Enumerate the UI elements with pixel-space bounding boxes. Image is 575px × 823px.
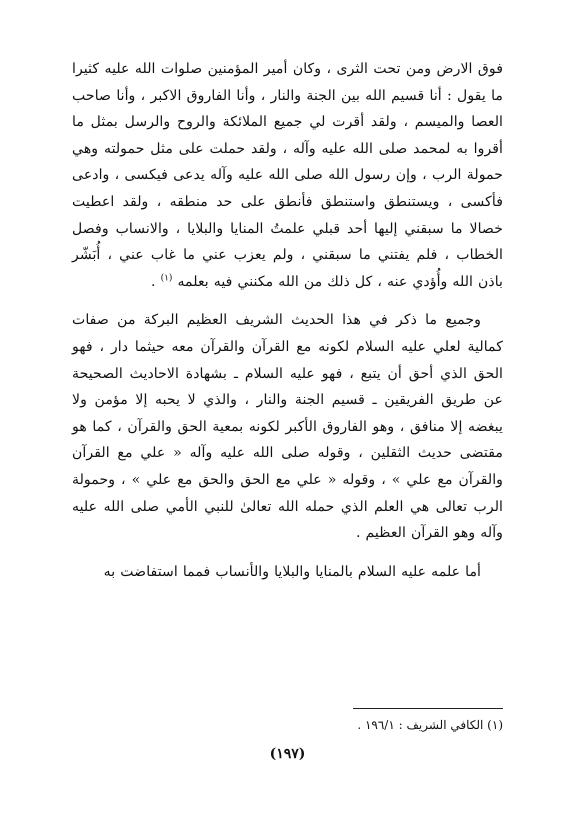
paragraph-1-text: فوق الارض ومن تحت الثرى ، وكان أمير المؤمنين صلوات الله عليه كثيرا ما يقول : أنا قسيم الله بين الجنة والنار ، وأنا الفاروق الاكبر ، وأنا صاحب العصا والميسم ، ولقد أقرت لي جميع الملائكة والروح والرسل بمثل ما أقروا به لمحمد صلى الله عليه وآله ، ولقد حملت على مثل حمولته وهي حمولة الرب ، وإن رسول الله صلى الله عليه وآله يدعى فيكسى ، وادعى فأكسى ، ويستنطق واستنطق فأنطق على حد منطقه ، ولقد اعطيت خصالا ما سبقني إليها أحد قبلي علمتُ المنايا والبلايا ، والانساب وفصل الخطاب ، فلم يفتني ما سبقني ، ولم يعزب عني ما غاب عني ، أُبَشّر باذن الله وأُؤدي عنه ، كل ذلك من الله مكنني فيه بعلمه [72, 61, 503, 290]
footnote-divider [353, 708, 503, 709]
paragraph-1-end: . [151, 273, 161, 290]
footnote-marker: (١) [160, 273, 173, 284]
footnote: (١) الكافي الشريف : ١٩٦/١ . [357, 718, 503, 732]
paragraph-1 [72, 56, 503, 295]
paragraph-2: وجميع ما ذكر في هذا الحديث الشريف العظيم البركة من صفات كمالية لعلي عليه السلام لكونه مع القرآن والقرآن معه حيثما دار ، فهو الحق الذي أحق أن يتبع ، فهو عليه السلام ـ بشهادة الاحاديث الصحيحة عن طريق الفريقين ـ قسيم الجنة والنار ، والذي لا يحبه إلا مؤمن ولا يبغضه إلا منافق ، وهو الفاروق الأكبر لكونه بمعية الحق والقرآن ، كما هو مقتضى حديث الثقلين ، وقوله صلى الله عليه وآله « علي مع القرآن والقرآن مع علي » ، وقوله « علي مع الحق والحق مع علي » ، وحمولة الرب تعالى هي العلم الذي حمله الله تعالىٰ للنبي الأمي صلى الله عليه وآله وهو القرآن العظيم . [72, 312, 503, 542]
book-page [72, 56, 503, 823]
paragraph-3: أما علمه عليه السلام بالمنايا والبلايا والأنساب فمما استفاضت به [103, 563, 481, 580]
page-number: (١٩٧) [269, 746, 306, 762]
